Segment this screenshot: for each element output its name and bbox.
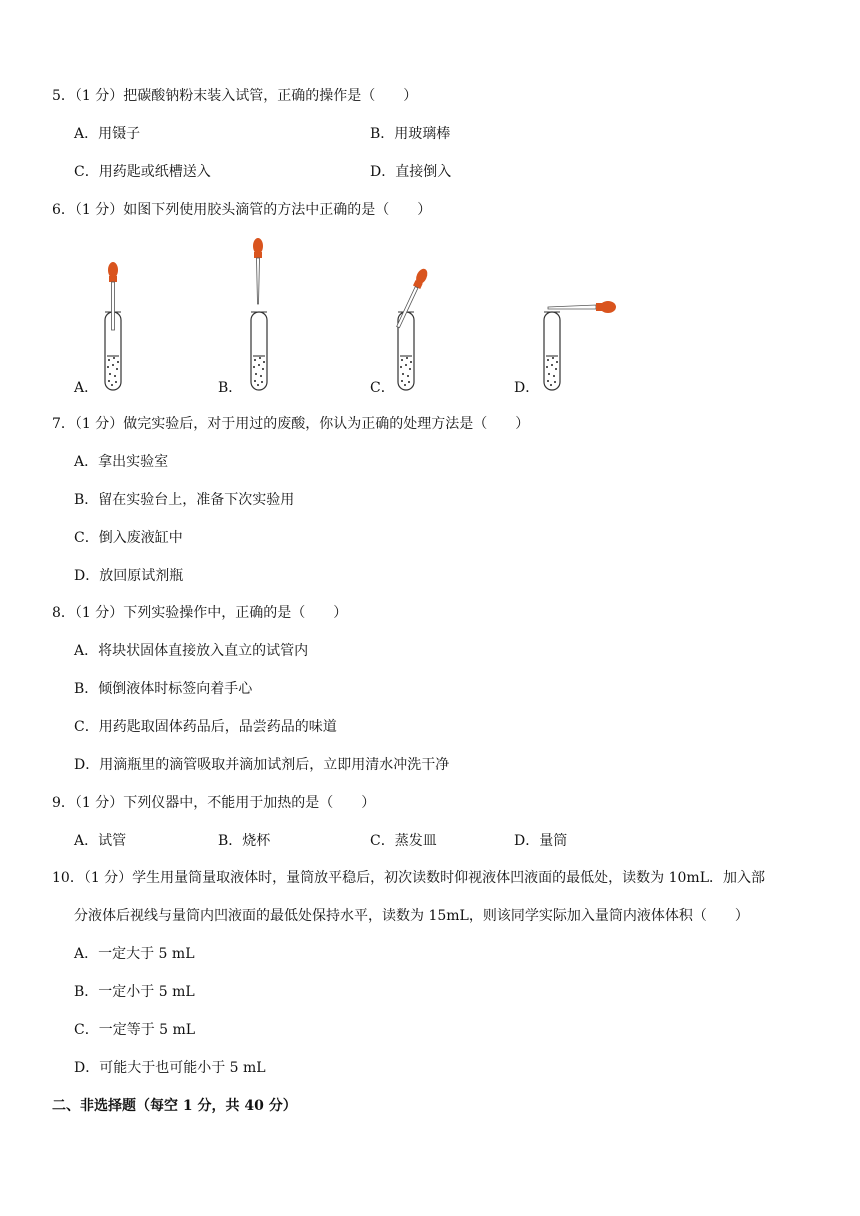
- dropper-figure-c: [392, 266, 432, 394]
- question-8-option-c[interactable]: C．用药匙取固体药品后，品尝药品的味道: [74, 719, 337, 735]
- question-9-option-a[interactable]: A．试管: [74, 833, 127, 849]
- section-title: 二、非选择题（每空 1 分，共 40 分）: [52, 1098, 297, 1114]
- question-10-option-a[interactable]: A．一定大于 5 mL: [74, 946, 195, 962]
- question-6-stem: 6．（1 分）如图下列使用胶头滴管的方法中正确的是（ ）: [52, 202, 432, 218]
- question-7-option-b[interactable]: B．留在实验台上，准备下次实验用: [74, 492, 295, 508]
- question-10-option-b[interactable]: B．一定小于 5 mL: [74, 984, 195, 1000]
- question-9-option-d[interactable]: D．量筒: [514, 833, 568, 849]
- dropper-figure-a: [96, 258, 132, 394]
- question-10-stem-line-2: 分液体后视线与量筒内凹液面的最低处保持水平，读数为 15mL，则该同学实际加入量筒内液体体积（ ）: [74, 908, 749, 924]
- question-5-option-b[interactable]: B．用玻璃棒: [370, 126, 451, 142]
- question-6-option-d[interactable]: D．: [514, 380, 540, 396]
- question-8-option-d[interactable]: D．用滴瓶里的滴管吸取并滴加试剂后，立即用清水冲洗干净: [74, 757, 450, 773]
- question-7-option-a[interactable]: A．拿出实验室: [74, 454, 169, 470]
- question-6-option-c[interactable]: C．: [370, 380, 395, 396]
- question-10-stem-line-1: 10．（1 分）学生用量筒量取液体时，量筒放平稳后，初次读数时仰视液体凹液面的最低处，读数为 10mL．加入部: [52, 870, 766, 886]
- question-7-option-d[interactable]: D．放回原试剂瓶: [74, 568, 184, 584]
- question-5-option-d[interactable]: D．直接倒入: [370, 164, 452, 180]
- question-5-option-a[interactable]: A．用镊子: [74, 126, 141, 142]
- question-6-option-b[interactable]: B．: [218, 380, 243, 396]
- question-10-option-d[interactable]: D．可能大于也可能小于 5 mL: [74, 1060, 266, 1076]
- question-8-option-a[interactable]: A．将块状固体直接放入直立的试管内: [74, 643, 309, 659]
- question-9-option-c[interactable]: C．蒸发皿: [370, 833, 437, 849]
- question-6-option-a[interactable]: A．: [74, 380, 99, 396]
- question-5-option-c[interactable]: C．用药匙或纸槽送入: [74, 164, 211, 180]
- dropper-figure-d: [540, 296, 620, 394]
- question-7-option-c[interactable]: C．倒入废液缸中: [74, 530, 183, 546]
- question-9-option-b[interactable]: B．烧杯: [218, 833, 271, 849]
- dropper-figure-b: [242, 236, 278, 394]
- question-7-stem: 7．（1 分）做完实验后，对于用过的废酸，你认为正确的处理方法是（ ）: [52, 416, 530, 432]
- question-8-option-b[interactable]: B．倾倒液体时标签向着手心: [74, 681, 253, 697]
- question-9-stem: 9．（1 分）下列仪器中，不能用于加热的是（ ）: [52, 795, 376, 811]
- question-10-option-c[interactable]: C．一定等于 5 mL: [74, 1022, 196, 1038]
- question-5-stem: 5．（1 分）把碳酸钠粉末装入试管，正确的操作是（ ）: [52, 88, 418, 104]
- question-8-stem: 8．（1 分）下列实验操作中，正确的是（ ）: [52, 605, 348, 621]
